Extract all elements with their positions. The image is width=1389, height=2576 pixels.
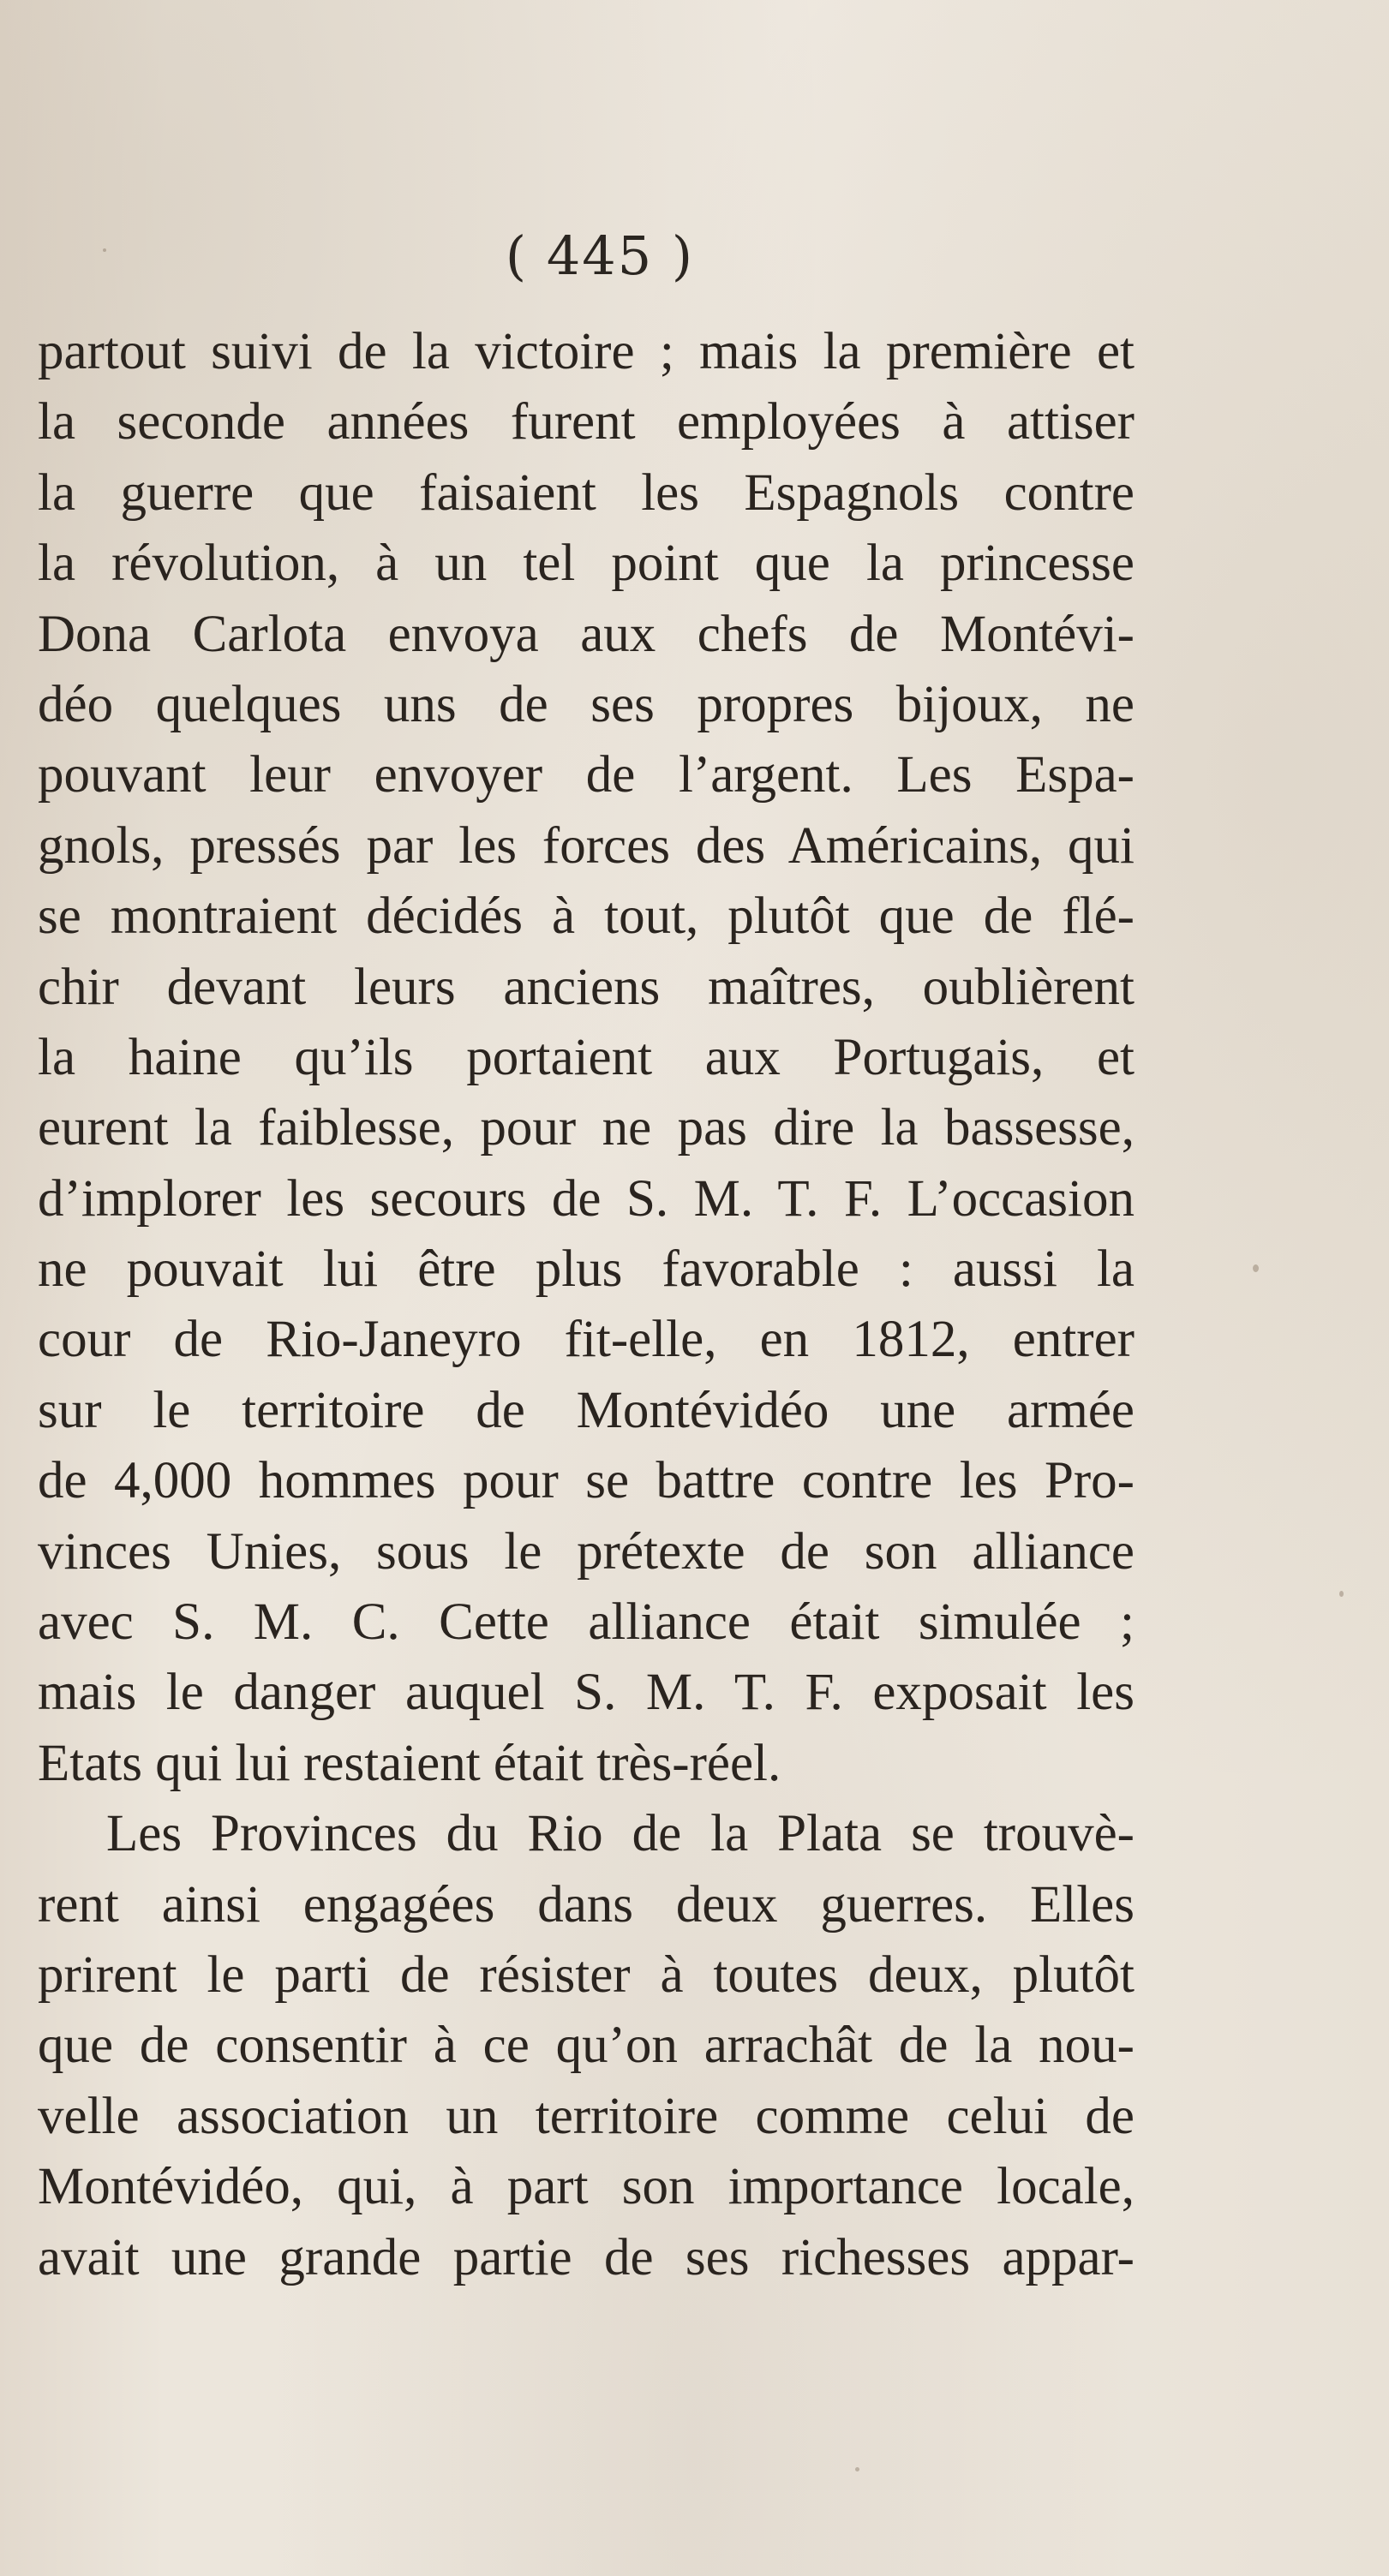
text-line: la révolution, à un tel point que la princesse	[38, 535, 1135, 593]
text-line: d’implorer les secours de S. M. T. F. L’occasion	[38, 1169, 1135, 1228]
paper-spot	[855, 2467, 859, 2471]
text-line: Dona Carlota envoya aux chefs de Montévi-	[38, 605, 1135, 663]
text-line: gnols, pressés par les forces des Américains, qui	[38, 816, 1135, 875]
text-line: Etats qui lui restaient était très-réel.	[38, 1734, 781, 1792]
text-line: mais le danger auquel S. M. T. F. exposait les	[38, 1664, 1135, 1722]
text-line: rent ainsi engagées dans deux guerres. Elles	[38, 1875, 1135, 1933]
text-line: avait une grande partie de ses richesses appar-	[38, 2228, 1135, 2286]
text-line: chir devant leurs anciens maîtres, oublièrent	[38, 958, 1135, 1016]
text-line: ne pouvait lui être plus favorable : aussi la	[38, 1240, 1135, 1299]
text-line: pouvant leur envoyer de l’argent. Les Espa-	[38, 746, 1135, 804]
text-line: cour de Rio-Janeyro fit-elle, en 1812, entrer	[38, 1311, 1135, 1369]
text-line: la haine qu’ils portaient aux Portugais, et	[38, 1028, 1135, 1086]
text-line: sur le territoire de Montévidéo une armée	[38, 1381, 1135, 1439]
text-line: Montévidéo, qui, à part son importance locale,	[38, 2158, 1135, 2216]
text-line: la guerre que faisaient les Espagnols contre	[38, 463, 1135, 522]
text-line: avec S. M. C. Cette alliance était simulée ;	[38, 1593, 1135, 1652]
text-line: velle association un territoire comme celui de	[38, 2087, 1135, 2145]
text-line: Les Provinces du Rio de la Plata se trouvè-	[106, 1805, 1135, 1863]
text-line: prirent le parti de résister à toutes deux, plutôt	[38, 1945, 1135, 2004]
text-line: la seconde années furent employées à attiser	[38, 393, 1135, 451]
text-line: de 4,000 hommes pour se battre contre les Pro-	[38, 1452, 1135, 1510]
text-line: vinces Unies, sous le prétexte de son alliance	[38, 1522, 1135, 1581]
body-text	[38, 317, 1135, 2293]
text-line: partout suivi de la victoire ; mais la première et	[38, 323, 1135, 380]
paper-spot	[1339, 1591, 1344, 1597]
paper-spot	[1253, 1264, 1259, 1272]
text-line: que de consentir à ce qu’on arrachât de la nou-	[38, 2017, 1135, 2075]
text-line: eurent la faiblesse, pour ne pas dire la bassesse,	[38, 1099, 1135, 1157]
text-line: déo quelques uns de ses propres bijoux, ne	[38, 675, 1135, 733]
page-number: ( 445 )	[505, 224, 695, 287]
text-line: se montraient décidés à tout, plutôt que de flé-	[38, 888, 1135, 946]
